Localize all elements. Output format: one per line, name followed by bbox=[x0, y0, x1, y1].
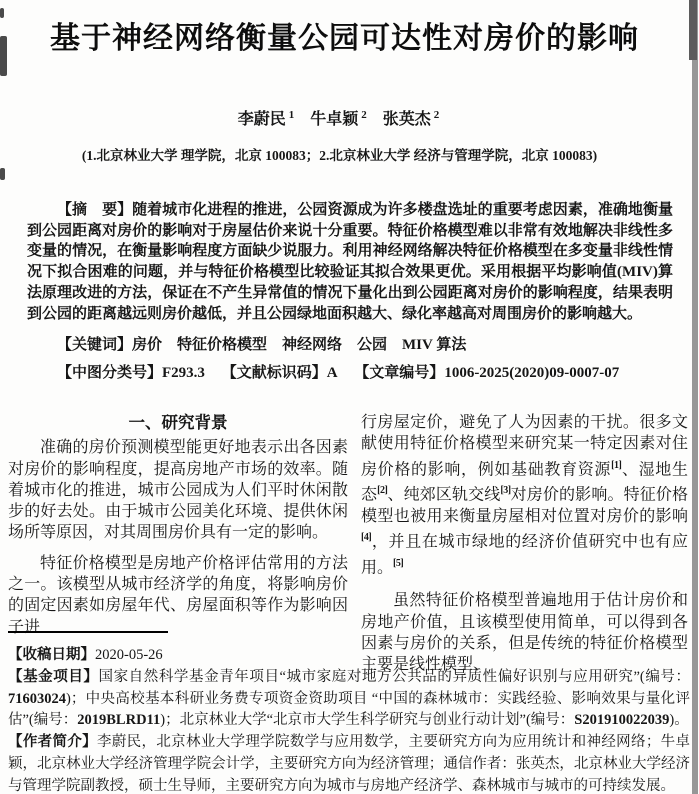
fund-project-line bbox=[8, 667, 690, 732]
paper-title: 基于神经网络衡量公园可达性对房价的影响 bbox=[50, 22, 639, 55]
citation-ref: [1] bbox=[611, 459, 622, 471]
paragraph-text: 、湿地生态 bbox=[361, 460, 688, 504]
fund-project-label: 【基金项目】 bbox=[8, 668, 99, 685]
received-date-line bbox=[8, 645, 690, 667]
fund-text: 国家自然科学基金青年项目“城市家庭对地方公共品的异质性偏好识别与应用研究”(编号： bbox=[98, 668, 691, 685]
citation-ref: [3] bbox=[500, 485, 511, 497]
right-column bbox=[361, 412, 688, 676]
keywords-label: 【关键词】 bbox=[57, 336, 133, 353]
classification-line bbox=[57, 361, 673, 382]
doc-code-label: 【文献标识码】 bbox=[221, 364, 327, 381]
citation-ref: [5] bbox=[393, 557, 404, 569]
author-name: 张英杰 bbox=[382, 111, 431, 128]
body-paragraph: 准确的房价预测模型能更好地表示出各因素对房价的影响程度，提高房地产市场的效率。随着城市化的推进，城市公园成为人们平时休闲散步的好去处。由于城市公园美化环境、提供休闲场所等原因，对其周围房价具有一定的影响。 bbox=[8, 439, 348, 542]
abstract-paragraph bbox=[27, 200, 673, 324]
keywords-line bbox=[57, 333, 673, 354]
abstract-text: 随着城市化进程的推进，公园资源成为许多楼盘选址的重要考虑因素，准确地衡量到公园距离对房价的影响对于房屋估价来说十分重要。特征价格模型难以非常有效地解决非线性多变量的情况，在衡量影响程度方面缺少说服力。利用神经网络解决特征价格模型在多变量非线性情况下拟合困难的问题，并与特征价格模型比较验证其拟合效果更优。采用根据平均影响值(MIV)算法原理改进的方法，保证在不产生异常值的情况下量化出到公园距离对房价的影响程度，结果表明到公园的距离越远则房价越低，并且公园绿地面积越大、绿化率越高对周围房价的影响越大。 bbox=[27, 202, 673, 322]
abstract-label: 【摘 要】 bbox=[57, 202, 133, 218]
doc-code-value: A bbox=[326, 364, 338, 381]
grant-number: 2019BLRD11 bbox=[77, 712, 161, 729]
body-columns bbox=[8, 412, 688, 676]
article-no-value: 1006-2025(2020)09-0007-07 bbox=[444, 364, 620, 381]
footnote-divider bbox=[8, 631, 168, 633]
scan-artifact-left-smudge bbox=[0, 36, 7, 76]
doc-code-pair bbox=[222, 365, 338, 381]
author-bio-text: 李蔚民，北京林业大学理学院数学与应用数学，主要研究方向为应用统计和神经网络；牛卓颖，北京林业大学经济管理学院会计学，主要研究方向为经济管理；通信作者：张英杰，北京林业大学经济与管理学院副教授，硕士生导师，主要研究方向为城市与房地产经济学、森林城市与城市的可持续发展。 bbox=[8, 734, 690, 794]
paragraph-text: 、纯郊区轨交线 bbox=[387, 486, 501, 504]
author-name: 李蔚民 bbox=[237, 111, 286, 128]
citation-ref: [2] bbox=[377, 485, 388, 497]
body-paragraph bbox=[361, 412, 688, 578]
author-bio-line bbox=[8, 732, 690, 794]
keywords-text: 房价 特征价格模型 神经网络 公园 MIV 算法 bbox=[132, 336, 467, 353]
scan-artifact-left-smudge bbox=[0, 8, 4, 18]
fund-text: )；中央高校基本科研业务费专项资金资助项目 “中国的森林城市：实践经验、影响效果与量化评估”(编号： bbox=[8, 690, 690, 729]
received-date-value: 2020-05-26 bbox=[95, 647, 163, 663]
section-heading: 一、研究背景 bbox=[128, 413, 228, 432]
author-affiliation-superscript: 1 bbox=[288, 108, 295, 121]
paragraph-text: ，并且在城市绿地的经济价值研究中也有应用。 bbox=[361, 533, 688, 577]
scan-artifact-left-smudge bbox=[0, 168, 5, 180]
body-paragraph: 虽然特征价格模型普遍地用于估计房价和房地产价值，且该模型使用简单，可以得到各因素与房价的关系，但是传统的特征价格模型主要是线性模型、 bbox=[361, 592, 688, 674]
footnote-block bbox=[8, 645, 690, 794]
paragraph-text: 对房价的影响。特征价格模型也被用来衡量房屋相对位置对房价的影响 bbox=[361, 486, 688, 525]
authors-line bbox=[0, 106, 679, 129]
citation-ref: [4] bbox=[361, 532, 372, 544]
body-paragraph: 特征价格模型是房地产价格评估常用的方法之一。该模型从城市经济学的角度，将影响房价的固定因素如房屋年代、房屋面积等作为影响因子进 bbox=[8, 554, 348, 636]
article-no-label: 【文章编号】 bbox=[354, 364, 445, 381]
left-column bbox=[8, 412, 348, 676]
fund-text: )；北京林业大学“北京市大学生科学研究与创业行动计划”(编号： bbox=[160, 712, 575, 729]
grant-number: S201910022039 bbox=[574, 712, 670, 729]
received-date-label: 【收稿日期】 bbox=[8, 647, 95, 663]
paragraph-text: 行房屋定价，避免了人为因素的干扰。很多文献使用特征价格模型来研究某一特定因素对住房价格的影响，例如基础教育资源 bbox=[361, 414, 688, 478]
clc-pair bbox=[57, 365, 205, 381]
scan-artifact-right-corner bbox=[689, 0, 697, 60]
fund-text: )。 bbox=[669, 712, 689, 729]
grant-number: 71603024 bbox=[8, 690, 66, 707]
author-bio-label: 【作者简介】 bbox=[8, 734, 97, 751]
author-name: 牛卓颖 bbox=[310, 111, 359, 128]
author-affiliation-superscript: 2 bbox=[433, 108, 440, 121]
clc-value: F293.3 bbox=[162, 364, 205, 381]
affiliation-line: (1.北京林业大学 理学院，北京 100083；2.北京林业大学 经济与管理学院，北京 100083) bbox=[81, 148, 598, 163]
clc-label: 【中图分类号】 bbox=[57, 364, 163, 381]
author-affiliation-superscript: 2 bbox=[361, 108, 367, 121]
article-no-pair bbox=[354, 365, 619, 381]
scan-artifact-right-strip bbox=[692, 0, 698, 794]
frontmatter-block bbox=[27, 200, 673, 382]
